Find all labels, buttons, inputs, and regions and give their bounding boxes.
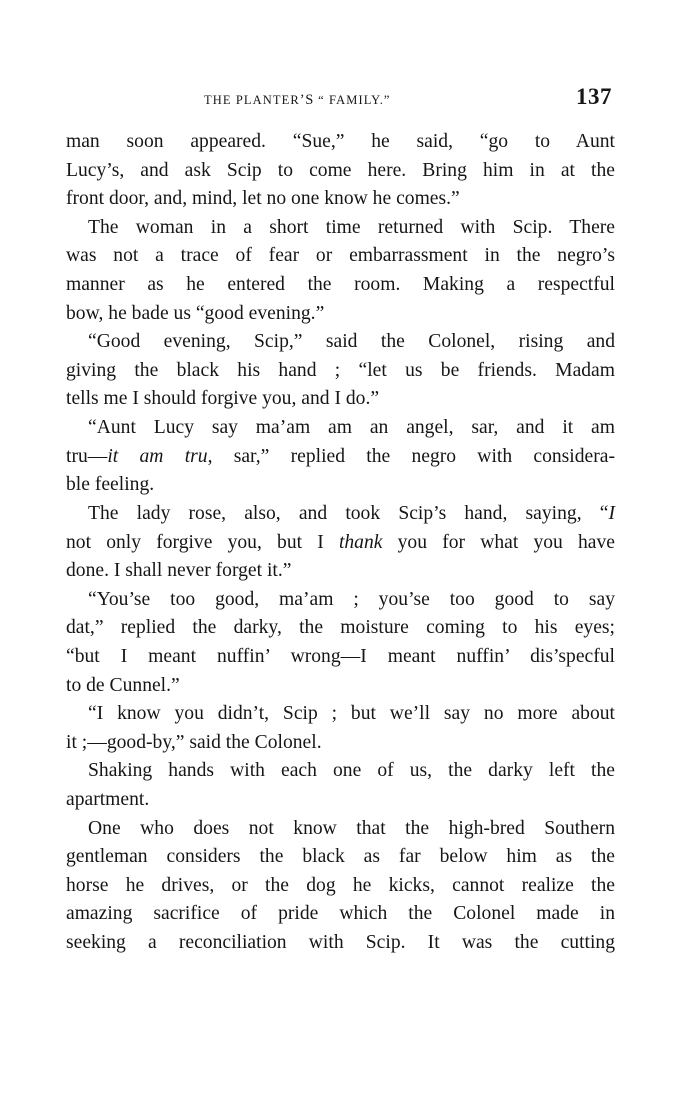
line-text: to de Cunnel.”: [66, 674, 180, 696]
line-text: “Good evening, Scip,” said the Colonel, rising and: [88, 331, 615, 353]
text-line: [66, 786, 615, 815]
line-text: horse he drives, or the dog he kicks, cannot realize the: [66, 874, 615, 896]
line-text: “I know you didn’t, Scip ; but we’ll say no more about: [88, 703, 615, 725]
line-text: tru—: [66, 445, 108, 467]
text-line: [66, 300, 615, 329]
line-italic: it am tru: [107, 445, 208, 467]
text-line: [66, 328, 615, 357]
line-text: seeking a reconciliation with Scip. It was the cutting: [66, 932, 615, 954]
text-line: [66, 414, 615, 443]
line-text: dat,” replied the darky, the moisture coming to his eyes;: [66, 617, 615, 639]
line-italic: I: [608, 502, 615, 524]
line-text: The woman in a short time returned with Scip. There: [88, 216, 615, 238]
text-line: [66, 214, 615, 243]
line-text: giving the black his hand ; “let us be friends. Madam: [66, 359, 615, 381]
text-line: [66, 672, 615, 701]
running-head-title-part2: ’S: [299, 92, 314, 108]
line-text: front door, and, mind, let no one know he comes.”: [66, 188, 460, 210]
line-text: was not a trace of fear or embarrassment in the negro’s: [66, 245, 615, 267]
line-text: gentleman considers the black as far below him as the: [66, 846, 615, 868]
text-line: [66, 872, 615, 901]
running-head-title: [204, 92, 391, 109]
line-text: tells me I should forgive you, and I do.”: [66, 388, 380, 410]
line-text-after: , sar,” replied the negro with considera-: [207, 445, 615, 467]
text-line: [66, 271, 615, 300]
text-line: [66, 700, 615, 729]
running-head-title-part1: THE PLANTER: [204, 93, 300, 107]
text-line: [66, 128, 615, 157]
text-line: [66, 815, 615, 844]
line-text: “but I meant nuffin’ wrong—I meant nuffin’ dis’specful: [66, 645, 615, 667]
text-line: [66, 500, 615, 529]
text-line: [66, 242, 615, 271]
text-line: [66, 929, 615, 958]
text-line: [66, 729, 615, 758]
text-line: [66, 357, 615, 386]
line-text-after: you for what you have: [382, 531, 615, 553]
line-text: The lady rose, also, and took Scip’s hand, saying, “: [88, 502, 609, 524]
line-text: apartment.: [66, 789, 150, 811]
page-number: 137: [576, 84, 612, 109]
line-text: Lucy’s, and ask Scip to come here. Bring him in at the: [66, 159, 615, 181]
line-text: not only forgive you, but I: [66, 531, 339, 553]
text-line: [66, 900, 615, 929]
line-text: “You’se too good, ma’am ; you’se too good to say: [88, 588, 615, 610]
line-text: bow, he bade us “good evening.”: [66, 302, 325, 324]
line-text: ble feeling.: [66, 474, 155, 496]
line-text: it ;—good-by,” said the Colonel.: [66, 731, 322, 753]
text-line: [66, 471, 615, 500]
text-line: [66, 586, 615, 615]
line-text: man soon appeared. “Sue,” he said, “go to Aunt: [66, 131, 615, 152]
body-text: [66, 128, 615, 958]
line-text: One who does not know that the high-bred Southern: [88, 817, 615, 839]
line-text: amazing sacrifice of pride which the Colonel made in: [66, 903, 615, 925]
text-line: [66, 614, 615, 643]
line-text: “Aunt Lucy say ma’am am an angel, sar, and it am: [88, 417, 615, 439]
text-line: [66, 157, 615, 186]
text-line: [66, 385, 615, 414]
text-line: [66, 185, 615, 214]
line-text: Shaking hands with each one of us, the darky left the: [88, 760, 615, 782]
line-text: manner as he entered the room. Making a respectful: [66, 274, 615, 296]
text-line: [66, 443, 615, 472]
running-head-title-part3: “ FAMILY.”: [313, 93, 391, 107]
text-line: [66, 557, 615, 586]
line-italic: thank: [338, 531, 383, 553]
text-line: [66, 843, 615, 872]
line-text: done. I shall never forget it.”: [66, 560, 292, 582]
text-line: [66, 757, 615, 786]
text-line: [66, 529, 615, 558]
running-header: [66, 84, 616, 116]
text-line: [66, 643, 615, 672]
